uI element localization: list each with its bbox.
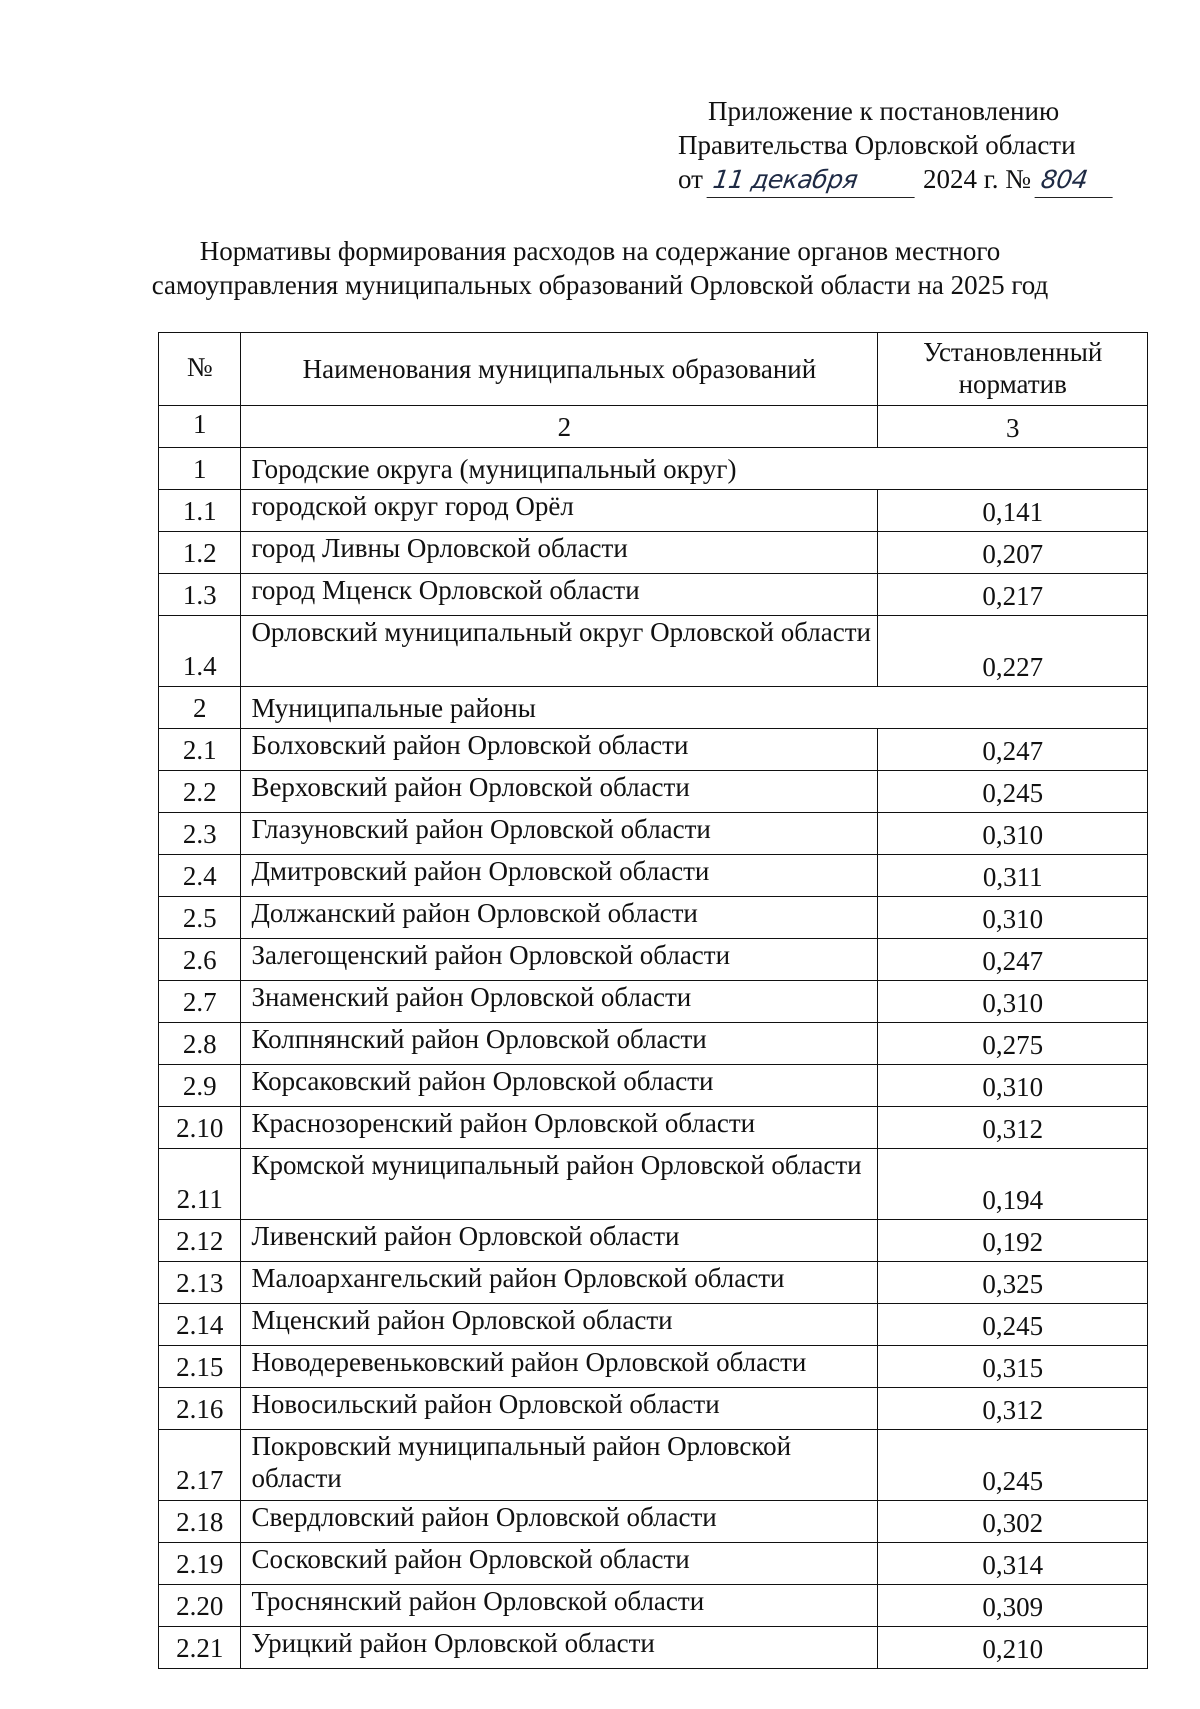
row-name: Ливенский район Орловской области: [241, 1220, 878, 1262]
row-number: 2.13: [159, 1262, 241, 1304]
row-number: 2.7: [159, 981, 241, 1023]
header-num: №: [159, 333, 241, 406]
section-number: 1: [159, 448, 241, 490]
norms-table: [158, 332, 1148, 1669]
row-value: 0,310: [878, 897, 1148, 939]
row-value: 0,311: [878, 855, 1148, 897]
table-row: [159, 1501, 1148, 1543]
row-name: Новосильский район Орловской области: [241, 1388, 878, 1430]
column-index-3: 3: [878, 406, 1148, 448]
row-value: 0,192: [878, 1220, 1148, 1262]
row-number: 2.19: [159, 1543, 241, 1585]
row-number: 1.2: [159, 532, 241, 574]
row-name: Новодеревеньковский район Орловской области: [241, 1346, 878, 1388]
row-name: Сосковский район Орловской области: [241, 1543, 878, 1585]
row-number: 2.8: [159, 1023, 241, 1065]
section-row: [159, 687, 1148, 729]
row-value: 0,210: [878, 1627, 1148, 1669]
row-number: 2.4: [159, 855, 241, 897]
row-value: 0,217: [878, 574, 1148, 616]
approval-date-line: [678, 162, 1118, 198]
row-value: 0,310: [878, 1065, 1148, 1107]
table-row: [159, 574, 1148, 616]
approval-line-2: Правительства Орловской области: [678, 130, 1076, 160]
column-index-1: 1: [159, 406, 241, 448]
row-number: 2.12: [159, 1220, 241, 1262]
row-name: Знаменский район Орловской области: [241, 981, 878, 1023]
section-title: Муниципальные районы: [241, 687, 1148, 729]
table-row: [159, 1149, 1148, 1220]
row-number: 2.10: [159, 1107, 241, 1149]
table-row: [159, 1430, 1148, 1501]
row-value: 0,312: [878, 1107, 1148, 1149]
row-number: 2.20: [159, 1585, 241, 1627]
row-number: 2.9: [159, 1065, 241, 1107]
table-body: [159, 406, 1148, 1669]
row-value: 0,245: [878, 1430, 1148, 1501]
row-name: Кромской муниципальный район Орловской области: [241, 1149, 878, 1220]
table-row: [159, 1220, 1148, 1262]
row-name: Залегощенский район Орловской области: [241, 939, 878, 981]
row-value: 0,247: [878, 729, 1148, 771]
table-row: [159, 532, 1148, 574]
row-name: Свердловский район Орловской области: [241, 1501, 878, 1543]
row-value: 0,245: [878, 1304, 1148, 1346]
table-row: [159, 1543, 1148, 1585]
row-number: 2.14: [159, 1304, 241, 1346]
table-row: [159, 616, 1148, 687]
row-name: Орловский муниципальный округ Орловской области: [241, 616, 878, 687]
row-name: Глазуновский район Орловской области: [241, 813, 878, 855]
document-title: [150, 234, 1050, 302]
row-number: 2.16: [159, 1388, 241, 1430]
table-row: [159, 1346, 1148, 1388]
row-value: 0,194: [878, 1149, 1148, 1220]
table-row: [159, 981, 1148, 1023]
row-number: 1.4: [159, 616, 241, 687]
row-value: 0,310: [878, 813, 1148, 855]
table-row: [159, 1065, 1148, 1107]
table-row: [159, 490, 1148, 532]
row-number: 2.15: [159, 1346, 241, 1388]
row-value: 0,314: [878, 1543, 1148, 1585]
row-number: 1.3: [159, 574, 241, 616]
row-number: 2.17: [159, 1430, 241, 1501]
document-title-line-1: Нормативы формирования расходов на содержание органов местного: [199, 236, 1001, 266]
row-number: 2.21: [159, 1627, 241, 1669]
row-name: Корсаковский район Орловской области: [241, 1065, 878, 1107]
row-name: Урицкий район Орловской области: [241, 1627, 878, 1669]
row-name: Дмитровский район Орловской области: [241, 855, 878, 897]
row-number: 2.6: [159, 939, 241, 981]
row-number: 2.3: [159, 813, 241, 855]
table-row: [159, 1585, 1148, 1627]
row-number: 2.11: [159, 1149, 241, 1220]
row-name: Колпнянский район Орловской области: [241, 1023, 878, 1065]
row-number: 2.2: [159, 771, 241, 813]
table-row: [159, 1627, 1148, 1669]
row-value: 0,207: [878, 532, 1148, 574]
table-row: [159, 897, 1148, 939]
table-row: [159, 813, 1148, 855]
row-number: 2.5: [159, 897, 241, 939]
row-number: 2.1: [159, 729, 241, 771]
row-name: Болховский район Орловской области: [241, 729, 878, 771]
table-row: [159, 1388, 1148, 1430]
row-value: 0,247: [878, 939, 1148, 981]
date-prefix: от: [678, 164, 703, 194]
row-name: Покровский муниципальный район Орловской области: [241, 1430, 878, 1501]
row-value: 0,310: [878, 981, 1148, 1023]
document-title-line-2: самоуправления муниципальных образований Орловской области на 2025 год: [151, 270, 1049, 300]
handwritten-number: 804: [1035, 163, 1118, 198]
row-value: 0,227: [878, 616, 1148, 687]
date-year: 2024 г. №: [922, 164, 1031, 194]
row-name: городской округ город Орёл: [241, 490, 878, 532]
row-name: город Мценск Орловской области: [241, 574, 878, 616]
table-row: [159, 1304, 1148, 1346]
handwritten-date: 11 декабря: [706, 163, 919, 198]
row-value: 0,325: [878, 1262, 1148, 1304]
row-name: Краснозоренский район Орловской области: [241, 1107, 878, 1149]
column-index-row: [159, 406, 1148, 448]
row-name: город Ливны Орловской области: [241, 532, 878, 574]
header-name: Наименования муниципальных образований: [241, 333, 878, 406]
row-value: 0,245: [878, 771, 1148, 813]
row-value: 0,315: [878, 1346, 1148, 1388]
table-row: [159, 1262, 1148, 1304]
approval-line-1: Приложение к постановлению: [708, 96, 1060, 126]
section-number: 2: [159, 687, 241, 729]
row-name: Малоархангельский район Орловской области: [241, 1262, 878, 1304]
row-value: 0,302: [878, 1501, 1148, 1543]
column-index-2: 2: [241, 406, 878, 448]
table-row: [159, 771, 1148, 813]
row-name: Мценский район Орловской области: [241, 1304, 878, 1346]
table-row: [159, 939, 1148, 981]
row-name: Троснянский район Орловской области: [241, 1585, 878, 1627]
table-row: [159, 855, 1148, 897]
row-value: 0,312: [878, 1388, 1148, 1430]
row-value: 0,275: [878, 1023, 1148, 1065]
header-value: Установленный норматив: [878, 333, 1148, 406]
table-row: [159, 1107, 1148, 1149]
row-number: 1.1: [159, 490, 241, 532]
row-number: 2.18: [159, 1501, 241, 1543]
row-name: Верховский район Орловской области: [241, 771, 878, 813]
table-header-row: [159, 333, 1148, 406]
approval-block: [678, 94, 1118, 198]
row-value: 0,141: [878, 490, 1148, 532]
table-row: [159, 1023, 1148, 1065]
row-value: 0,309: [878, 1585, 1148, 1627]
row-name: Должанский район Орловской области: [241, 897, 878, 939]
section-row: [159, 448, 1148, 490]
table-row: [159, 729, 1148, 771]
section-title: Городские округа (муниципальный округ): [241, 448, 1148, 490]
